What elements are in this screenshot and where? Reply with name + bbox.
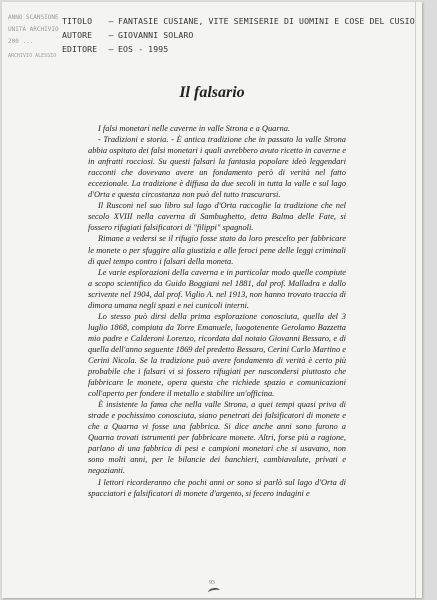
paragraph: È insistente la fama che nella valle Strona, a quei tempi quasi priva di strade e pochissimo conosciuta, siano penetrati dei falsificatori di monete e che a Quarna vi fosse una fabbrica. Si dice anche anni sono furono a Quarna trovati istrumenti per fabbricare monete. Altri, forse più a ragione, parlano di una fabbrica di pesi e campioni monetari che si usavano, non sono molti anni, per le bilancie dei banchieri, cambiavalute, privati e negozianti. [88, 400, 346, 476]
paragraph: I falsi monetari nelle caverne in valle Strona e a Quarna. [98, 124, 291, 133]
card-row-title [62, 14, 415, 28]
paragraph: I lettori ricorderanno che pochi anni or sono si parlò sul lago d'Orta di spacciatori e falsificatori di monete d'argento, si fecero indagini e [88, 477, 346, 498]
card-label: TITOLO [62, 16, 93, 26]
card-value: FANTASIE CUSIANE, VITE SEMISERIE DI UOMINI E COSE DEL CUSIO [118, 16, 415, 26]
card-row-author [62, 28, 415, 42]
stamp-line: UNITÀ ARCHIVIO [8, 26, 59, 33]
paragraph: Le varie esplorazioni della caverna e in particolar modo quelle compiute a scopo scientifico da Guido Boggiani nel 1881, dal prof. Malladra e dallo scrivente nel 1904, dal prof. Viglio A. nel 1913, non hanno trovato traccia di dimora umana negli spazi e nei cunicoli interni. [88, 267, 346, 310]
stamp-line: ANNO SCANSIONE [8, 14, 59, 21]
card-dash: – [108, 44, 114, 54]
card-row-publisher [62, 42, 415, 56]
handwritten-catalog-card [62, 14, 415, 56]
document-page [2, 2, 422, 598]
paragraph: Il Rusconi nel suo libro sul lago d'Orta raccoglie la tradizione che nel secolo XVIII nella caverna di Sambughetto, detta Balma delle Fate, si fossero rifugiati falsificatori di "filippi" spagnoli. [88, 201, 346, 233]
stamp-line: 200 ... [8, 38, 34, 45]
paragraph: Lo stesso può dirsi della prima esplorazione conosciuta, quella del 3 luglio 1868, compiuta da Torre Emanuele, luogotenente Gerolamo Bazzetta mio padre e Calderoni Lorenzo, ricordata dal notaio Giovanni Bessaro, e di quella dell'anno seguente 1869 del predetto Bessaro, Cerini Carlo Martino e Cerini Nicola. Se la tradizione può avere fondamento di verità è certo più probabile che i falsari vi si fossero rifugiati per nascondersi piuttosto che fabbricare le monete, opera questa che richiede spazio e comunicazioni coll'aperto per fondere il metallo e stabilire un'officina. [88, 311, 346, 399]
article-body [88, 123, 346, 499]
card-value: GIOVANNI SOLARO [118, 30, 194, 40]
stamp-line: ARCHIVIO ALESSIO [8, 53, 57, 59]
paragraph: Rimane a vedersi se il rifugio fosse stato da loro prescelto per fabbricare le monete o per sfuggire alla giustizia e alle feroci pene delle leggi criminali di quel tempo contro i falsari della moneta. [88, 234, 346, 266]
page-number: 93 [209, 580, 215, 586]
paragraph: - Tradizioni e storia. - È antica tradizione che in passato la valle Strona abbia ospitato dei falsi monetari i quali avrebbero avuto ricetto in caverne e in anfratti rocciosi. Su questi falsari la fantasia popolare ideò leggendari racconti che dovevano avere un fondamento però di verità nel fatto eccezionale. La tradizione è diffusa da due secoli in tutta la valle e sul lago d'Orta e questa circostanza non può del tutto trascurarsi. [88, 135, 346, 200]
card-label: EDITORE [62, 44, 98, 54]
card-dash: – [108, 30, 114, 40]
article-title: Il falsario [179, 84, 245, 101]
pen-mark [207, 587, 220, 596]
card-value: EOS - 1995 [118, 44, 169, 54]
card-dash: – [108, 16, 114, 26]
card-label: AUTORE [62, 30, 93, 40]
